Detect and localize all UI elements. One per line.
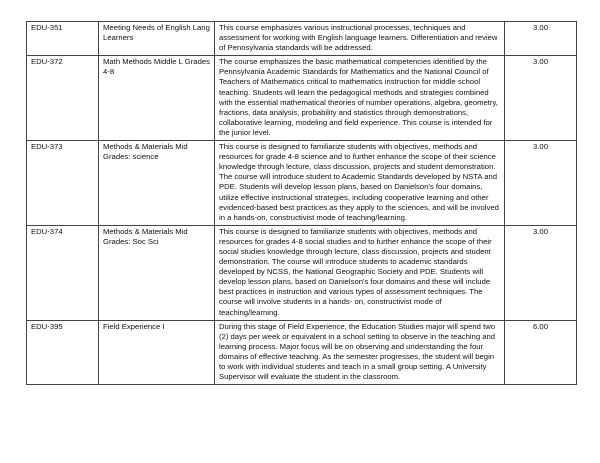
course-title: Math Methods Middle L Grades 4-8 bbox=[99, 56, 215, 141]
course-title: Methods & Materials Mid Grades: science bbox=[99, 141, 215, 226]
table-row bbox=[27, 56, 577, 141]
course-code: EDU-372 bbox=[27, 56, 99, 141]
course-credits: 3.00 bbox=[505, 141, 577, 226]
course-code: EDU-351 bbox=[27, 22, 99, 56]
course-description: This course is designed to familiarize students with objectives, methods and resources for grades 4-8 social studies and to further enhance the scope of their social studies knowledge through lecture, class discussion, projects and student demonstration. The course will introduce students to academic standards developed by NCSS, the National Geographic Society and PDE. Students will develop lesson plans, based on Danielson's four domains and these will include best practices in instruction and various types of assessment techniques. The course will involve students in a hands- on, constructivist mode of teaching/learning. bbox=[215, 225, 505, 320]
course-table bbox=[26, 21, 577, 385]
course-credits: 6.00 bbox=[505, 320, 577, 385]
course-credits: 3.00 bbox=[505, 225, 577, 320]
course-description: The course emphasizes the basic mathematical competencies identified by the Pennsylvania Academic Standards for Mathematics and the National Council of Teachers of Mathematics critical to mathematics instruction for middle school teaching. Students will learn the pedagogical methods and strategies combined with the essential mathematical theories of number operations, algebra, geometry, fractions, data analysis, probability and statistics through demonstrations, collaborative learning, modeling and field experience. This course is intended for the junior level. bbox=[215, 56, 505, 141]
course-credits: 3.00 bbox=[505, 56, 577, 141]
course-description: During this stage of Field Experience, the Education Studies major will spend two (2) days per week or equivalent in a school setting to observe in the teaching and learning process. Major focus will be on observing and understanding the four domains of effective teaching. As the semester progresses, the student will begin to work with individual students and teach in a small group setting. A University Supervisor will evaluate the student in the classroom. bbox=[215, 320, 505, 385]
table-row bbox=[27, 320, 577, 385]
course-description: This course emphasizes various instructional processes, techniques and assessment for working with English language learners. Differentiation and review of Pennsylvania standards will be addressed. bbox=[215, 22, 505, 56]
course-code: EDU-373 bbox=[27, 141, 99, 226]
table-row bbox=[27, 22, 577, 56]
course-title: Field Experience I bbox=[99, 320, 215, 385]
course-code: EDU-374 bbox=[27, 225, 99, 320]
table-row bbox=[27, 225, 577, 320]
course-credits: 3.00 bbox=[505, 22, 577, 56]
course-title: Methods & Materials Mid Grades: Soc Sci bbox=[99, 225, 215, 320]
table-row bbox=[27, 141, 577, 226]
course-title: Meeting Needs of English Lang Learners bbox=[99, 22, 215, 56]
course-description: This course is designed to familiarize students with objectives, methods and resources for grade 4-8 science and to further enhance the scope of their science knowledge through lecture, class discussion, projects and student demonstration. The course will introduce student to Academic Standards developed by NSTA and PDE. Students will develop lesson plans, based on Danielson's four domains, utilize effective instructional strategies, including cooperative learning and other evidenced-based best practices as they apply to the sciences, and will be involved in a hands-on, constructivist mode of teaching/learning. bbox=[215, 141, 505, 226]
course-code: EDU-395 bbox=[27, 320, 99, 385]
